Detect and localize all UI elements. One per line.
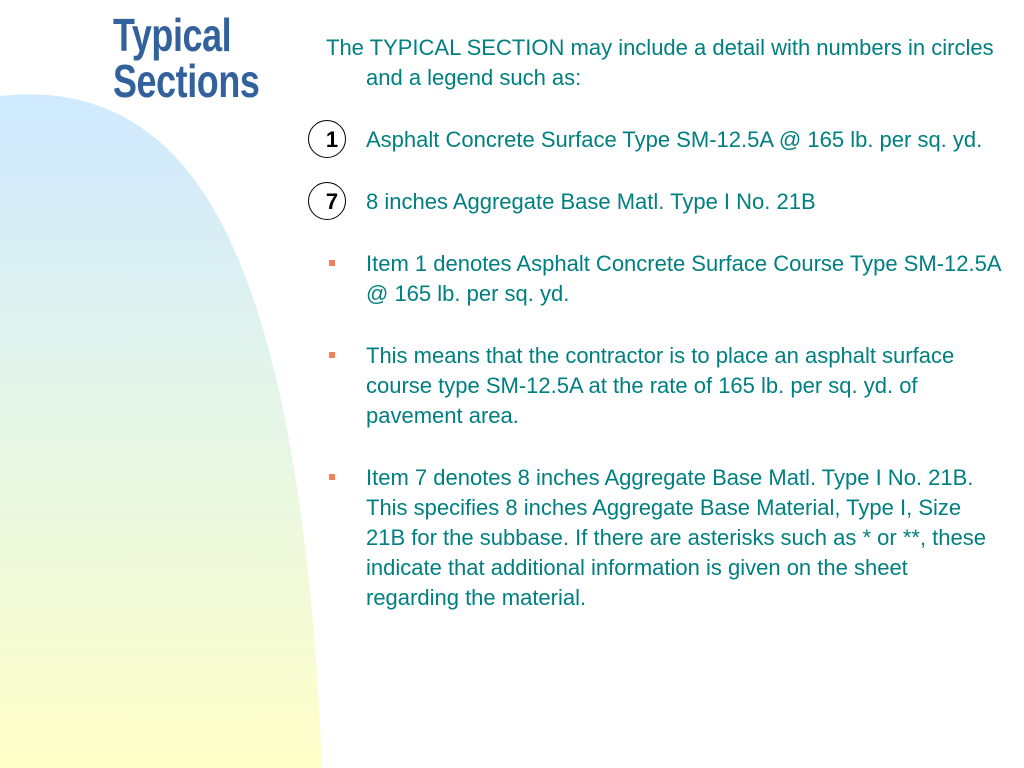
bullet-text-3: Item 7 denotes 8 inches Aggregate Base Matl. Type I No. 21B. This specifies 8 inches Aggregate Base Material, Type I, Size 21B for the subbase. If there are asterisks such as * or **, these indicate that additional information is given on the sheet regarding the material. [366, 465, 986, 610]
legend-item-1 [326, 125, 1006, 155]
bullet-text-2: This means that the contractor is to place an asphalt surface course type SM-12.5A at the rate of 165 lb. per sq. yd. of pavement area. [366, 343, 955, 428]
square-bullet-icon [329, 352, 335, 358]
legend-text-1: Asphalt Concrete Surface Type SM-12.5A @ 165 lb. per sq. yd. [366, 127, 983, 152]
bullet-text-1: Item 1 denotes Asphalt Concrete Surface Course Type SM-12.5A @ 165 lb. per sq. yd. [366, 251, 1001, 306]
slide-content [326, 33, 1006, 645]
bullet-item-1 [326, 249, 1006, 309]
legend-number-1: 1 [325, 127, 339, 152]
slide-title-line2: Sections [113, 55, 260, 107]
square-bullet-icon [329, 474, 335, 480]
legend-text-7: 8 inches Aggregate Base Matl. Type I No. 21B [366, 189, 816, 214]
bullet-item-3 [326, 463, 1006, 613]
slide-title [113, 9, 260, 107]
bullet-item-2 [326, 341, 1006, 431]
slide-title-line1: Typical [113, 9, 232, 61]
legend-item-7 [326, 187, 1006, 217]
legend-number-7: 7 [325, 189, 339, 214]
square-bullet-icon [329, 260, 335, 266]
intro-text: The TYPICAL SECTION may include a detail with numbers in circles and a legend such as: [326, 35, 994, 90]
